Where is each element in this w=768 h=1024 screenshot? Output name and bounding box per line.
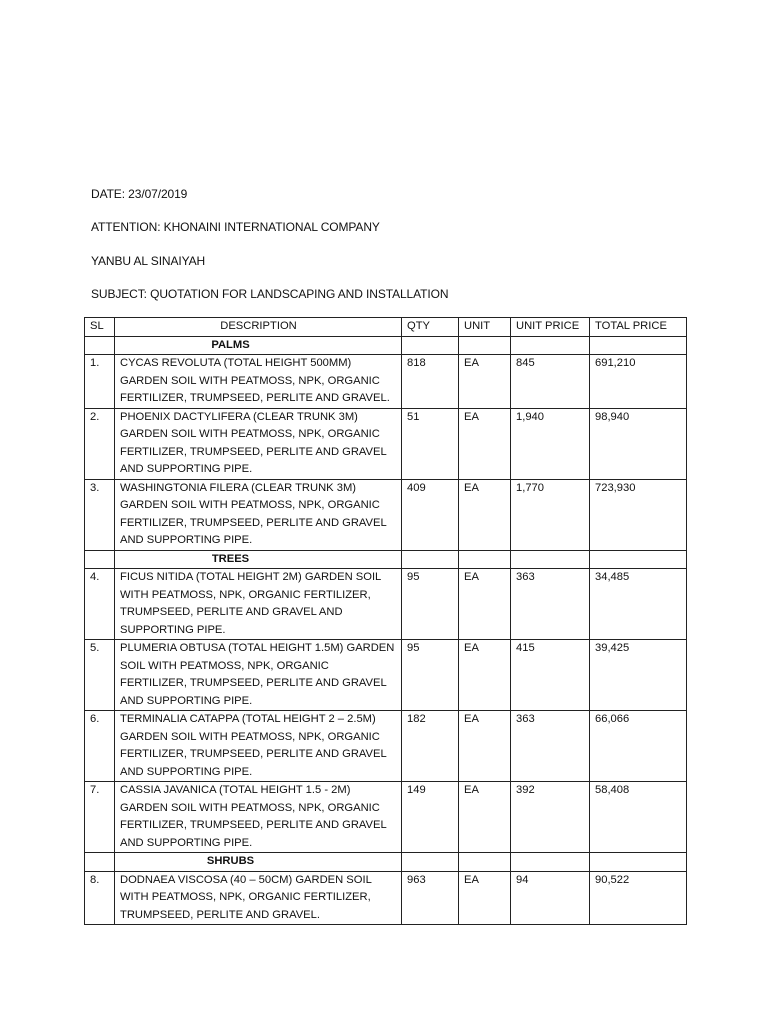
qty-cell: 818 <box>402 355 459 409</box>
unit-cell: EA <box>459 711 511 782</box>
section-row <box>85 336 687 355</box>
table-row <box>85 640 687 711</box>
table-row <box>85 711 687 782</box>
section-empty-cell <box>459 336 511 355</box>
subject-line: SUBJECT: QUOTATION FOR LANDSCAPING AND INSTALLATION <box>91 287 449 301</box>
qty-cell: 963 <box>402 871 459 925</box>
description-cell: CYCAS REVOLUTA (TOTAL HEIGHT 500MM) GARDEN SOIL WITH PEATMOSS, NPK, ORGANIC FERTILIZER, TRUMPSEED, PERLITE AND GRAVEL. <box>115 355 402 409</box>
section-empty-cell <box>511 853 590 872</box>
unit-price-cell: 363 <box>511 569 590 640</box>
unit-cell: EA <box>459 479 511 550</box>
total-price-cell: 723,930 <box>590 479 687 550</box>
total-price-cell: 90,522 <box>590 871 687 925</box>
section-empty-cell <box>459 853 511 872</box>
section-title: PALMS <box>211 338 250 351</box>
total-price-cell: 58,408 <box>590 782 687 853</box>
section-title-cell <box>115 550 402 569</box>
description-cell: PLUMERIA OBTUSA (TOTAL HEIGHT 1.5M) GARDEN SOIL WITH PEATMOSS, NPK, ORGANIC FERTILIZER, TRUMPSEED, PERLITE AND GRAVEL AND SUPPORTING PIPE. <box>115 640 402 711</box>
total-price-cell: 39,425 <box>590 640 687 711</box>
description-cell: FICUS NITIDA (TOTAL HEIGHT 2M) GARDEN SOIL WITH PEATMOSS, NPK, ORGANIC FERTILIZER, TRUMPSEED, PERLITE AND GRAVEL AND SUPPORTING PIPE. <box>115 569 402 640</box>
unit-cell: EA <box>459 408 511 479</box>
qty-cell: 95 <box>402 640 459 711</box>
section-title-cell <box>115 853 402 872</box>
section-empty-cell <box>590 550 687 569</box>
unit-price-cell: 392 <box>511 782 590 853</box>
table-row <box>85 569 687 640</box>
quotation-date: DATE: 23/07/2019 <box>91 187 188 201</box>
total-price-cell: 34,485 <box>590 569 687 640</box>
section-title: TREES <box>211 552 250 565</box>
unit-cell: EA <box>459 569 511 640</box>
unit-price-cell: 1,770 <box>511 479 590 550</box>
section-sl-cell <box>85 853 115 872</box>
section-row <box>85 550 687 569</box>
section-empty-cell <box>459 550 511 569</box>
section-empty-cell <box>590 336 687 355</box>
unit-price-cell: 363 <box>511 711 590 782</box>
total-price-cell: 66,066 <box>590 711 687 782</box>
table-row <box>85 871 687 925</box>
table-row <box>85 782 687 853</box>
sl-cell: 3. <box>85 479 115 550</box>
description-cell: TERMINALIA CATAPPA (TOTAL HEIGHT 2 – 2.5M) GARDEN SOIL WITH PEATMOSS, NPK, ORGANIC FERTILIZER, TRUMPSEED, PERLITE AND GRAVEL AND SUPPORTING PIPE. <box>115 711 402 782</box>
section-title-cell <box>115 336 402 355</box>
unit-cell: EA <box>459 640 511 711</box>
column-header-total-price: TOTAL PRICE <box>590 318 687 337</box>
table-body <box>85 336 687 925</box>
sl-cell: 6. <box>85 711 115 782</box>
sl-cell: 2. <box>85 408 115 479</box>
attention-line: ATTENTION: KHONAINI INTERNATIONAL COMPANY <box>91 220 380 234</box>
sl-cell: 1. <box>85 355 115 409</box>
section-empty-cell <box>402 853 459 872</box>
section-empty-cell <box>590 853 687 872</box>
description-cell: WASHINGTONIA FILERA (CLEAR TRUNK 3M) GARDEN SOIL WITH PEATMOSS, NPK, ORGANIC FERTILIZER, TRUMPSEED, PERLITE AND GRAVEL AND SUPPORTING PIPE. <box>115 479 402 550</box>
qty-cell: 95 <box>402 569 459 640</box>
section-sl-cell <box>85 550 115 569</box>
description-cell: DODNAEA VISCOSA (40 – 50CM) GARDEN SOIL WITH PEATMOSS, NPK, ORGANIC FERTILIZER, TRUMPSEED, PERLITE AND GRAVEL. <box>115 871 402 925</box>
sl-cell: 7. <box>85 782 115 853</box>
column-header-unit-price: UNIT PRICE <box>511 318 590 337</box>
section-sl-cell <box>85 336 115 355</box>
section-empty-cell <box>402 550 459 569</box>
column-header-qty: QTY <box>402 318 459 337</box>
table-row <box>85 355 687 409</box>
qty-cell: 149 <box>402 782 459 853</box>
section-empty-cell <box>402 336 459 355</box>
qty-cell: 51 <box>402 408 459 479</box>
column-header-sl: SL <box>85 318 115 337</box>
address-line: YANBU AL SINAIYAH <box>91 254 206 268</box>
quotation-table <box>84 317 687 925</box>
sl-cell: 8. <box>85 871 115 925</box>
total-price-cell: 98,940 <box>590 408 687 479</box>
section-empty-cell <box>511 336 590 355</box>
section-title: SHRUBS <box>206 855 255 867</box>
sl-cell: 4. <box>85 569 115 640</box>
unit-cell: EA <box>459 782 511 853</box>
unit-price-cell: 845 <box>511 355 590 409</box>
total-price-cell: 691,210 <box>590 355 687 409</box>
unit-price-cell: 1,940 <box>511 408 590 479</box>
qty-cell: 409 <box>402 479 459 550</box>
unit-cell: EA <box>459 871 511 925</box>
table-row <box>85 408 687 479</box>
description-cell: CASSIA JAVANICA (TOTAL HEIGHT 1.5 - 2M) GARDEN SOIL WITH PEATMOSS, NPK, ORGANIC FERTILIZER, TRUMPSEED, PERLITE AND GRAVEL AND SUPPORTING PIPE. <box>115 782 402 853</box>
qty-cell: 182 <box>402 711 459 782</box>
table-header-row <box>85 318 687 337</box>
sl-cell: 5. <box>85 640 115 711</box>
unit-price-cell: 94 <box>511 871 590 925</box>
section-row <box>85 853 687 872</box>
unit-cell: EA <box>459 355 511 409</box>
table-row <box>85 479 687 550</box>
description-cell: PHOENIX DACTYLIFERA (CLEAR TRUNK 3M) GARDEN SOIL WITH PEATMOSS, NPK, ORGANIC FERTILIZER, TRUMPSEED, PERLITE AND GRAVEL AND SUPPORTING PIPE. <box>115 408 402 479</box>
section-empty-cell <box>511 550 590 569</box>
column-header-description: DESCRIPTION <box>115 318 402 337</box>
unit-price-cell: 415 <box>511 640 590 711</box>
column-header-unit: UNIT <box>459 318 511 337</box>
